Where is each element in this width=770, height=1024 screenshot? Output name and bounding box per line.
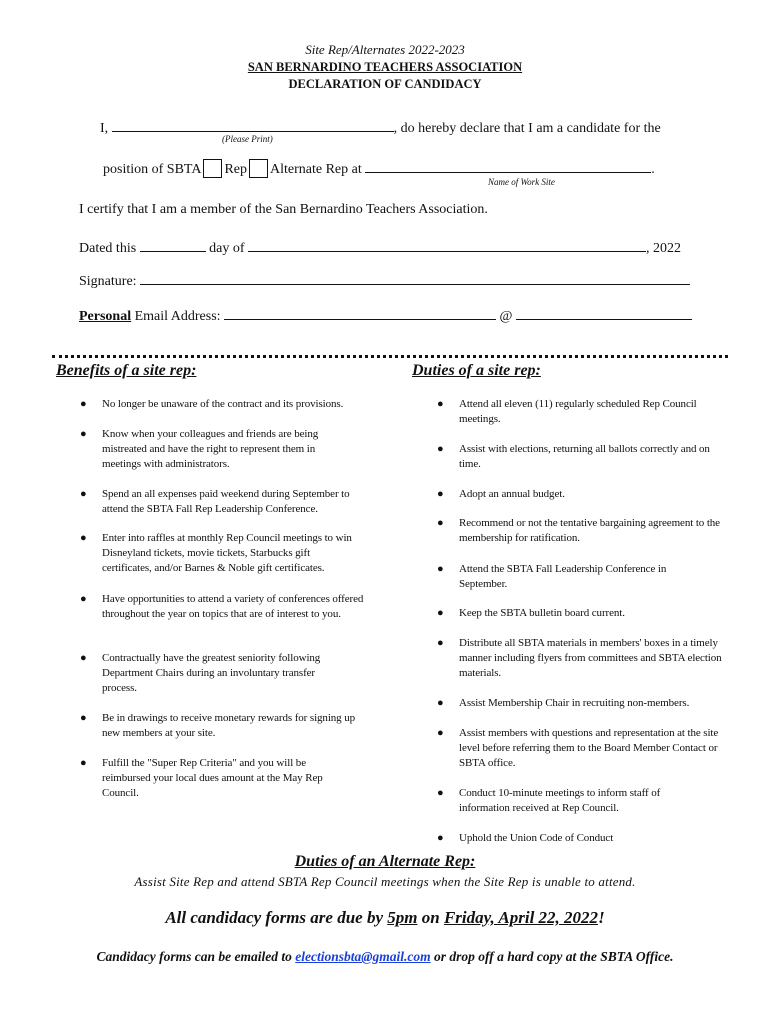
day-field[interactable]	[140, 237, 206, 252]
bullet-icon: ●	[437, 607, 444, 619]
please-print-note: (Please Print)	[222, 134, 273, 144]
position-line	[103, 158, 655, 178]
list-item: ● Have opportunities to attend a variety of conferences offered throughout the year on topics that are of interest to you.	[80, 593, 364, 620]
dated-prefix: Dated this	[79, 241, 137, 256]
signature-line	[79, 270, 690, 290]
bullet-icon: ●	[437, 517, 444, 529]
year-label: , 2022	[646, 241, 682, 256]
name-field[interactable]	[112, 117, 394, 132]
name-prefix: I,	[100, 121, 109, 136]
list-item: ● Enter into raffles at monthly Rep Council meetings to win Disneyland tickets, movie tickets, Starbucks gift certificates, and/or Barnes & Noble gift certificates.	[80, 532, 352, 574]
bullet-icon: ●	[80, 757, 87, 769]
email-line	[79, 305, 692, 325]
deadline-time: 5pm	[387, 908, 418, 927]
list-item: ● Keep the SBTA bulletin board current.	[437, 607, 625, 619]
bullet-icon: ●	[80, 652, 87, 664]
bullet-icon: ●	[437, 443, 444, 455]
list-item: ● Fulfill the "Super Rep Criteria" and you will be reimbursed your local dues amount at the May Rep Council.	[80, 757, 323, 799]
list-item: ● Attend the SBTA Fall Leadership Conference in September.	[437, 563, 667, 590]
list-item: ● Be in drawings to receive monetary rewards for signing up new members at your site.	[80, 712, 356, 739]
bullet-icon: ●	[80, 593, 87, 605]
page-title: DECLARATION OF CANDIDACY	[288, 77, 482, 91]
bullet-icon: ●	[80, 398, 87, 410]
bullet-icon: ●	[80, 428, 87, 440]
deadline-date: Friday, April 22, 2022	[443, 908, 599, 927]
email-label: Email Address:	[134, 309, 221, 324]
signature-field[interactable]	[140, 270, 690, 285]
name-line	[100, 117, 661, 137]
election-email-link[interactable]: electionsbta@gmail.com	[295, 949, 431, 964]
alternate-description: Assist Site Rep and attend SBTA Rep Council meetings when the Site Rep is unable to attend.	[134, 874, 636, 889]
email-domain-field[interactable]	[516, 305, 692, 320]
rep-checkbox[interactable]	[203, 159, 222, 178]
day-of-label: day of	[209, 241, 245, 256]
certify-statement: I certify that I am a member of the San Bernardino Teachers Association.	[79, 202, 488, 217]
alternate-title: Duties of an Alternate Rep:	[294, 853, 476, 870]
list-item: ● Recommend or not the tentative bargaining agreement to the membership for ratification.	[437, 517, 720, 544]
position-prefix: position of SBTA	[103, 162, 202, 177]
list-item: ● No longer be unaware of the contract and its provisions.	[80, 398, 344, 410]
list-item: ● Distribute all SBTA materials in members' boxes in a timely manner including flyers from committees and SBTA election materials.	[437, 637, 722, 679]
submission-notice: Candidacy forms can be emailed to electionsbta@gmail.com or drop off a hard copy at the SBTA Office.	[96, 949, 674, 964]
list-item: ● Attend all eleven (11) regularly scheduled Rep Council meetings.	[437, 398, 697, 425]
work-site-note: Name of Work Site	[488, 177, 555, 187]
list-item: ● Uphold the Union Code of Conduct	[437, 832, 614, 844]
list-item: ● Adopt an annual budget.	[437, 488, 565, 500]
personal-label: Personal	[79, 309, 132, 324]
organization-name: SAN BERNARDINO TEACHERS ASSOCIATION	[247, 60, 523, 74]
list-item: ● Assist Membership Chair in recruiting non-members.	[437, 697, 690, 709]
form-subtitle: Site Rep/Alternates 2022-2023	[305, 42, 465, 57]
bullet-icon: ●	[437, 563, 444, 575]
list-item: ● Assist with elections, returning all ballots correctly and on time.	[437, 443, 710, 470]
bullet-icon: ●	[437, 832, 444, 844]
list-item: ● Know when your colleagues and friends are being mistreated and have the right to represent them in meetings with administrators.	[80, 428, 319, 470]
list-item: ● Spend an all expenses paid weekend during September to attend the SBTA Fall Rep Leadership Conference.	[80, 488, 350, 515]
position-end: .	[651, 162, 655, 177]
dated-line	[79, 237, 681, 257]
benefits-title: Benefits of a site rep:	[56, 362, 197, 379]
bullet-icon: ●	[80, 532, 87, 544]
bullet-icon: ●	[437, 697, 444, 709]
alternate-rep-checkbox[interactable]	[249, 159, 268, 178]
rep-label: Rep	[224, 162, 248, 177]
list-item: ● Contractually have the greatest seniority following Department Chairs during an involuntary transfer process.	[80, 652, 321, 694]
bullet-icon: ●	[437, 398, 444, 410]
email-user-field[interactable]	[224, 305, 496, 320]
bullet-icon: ●	[437, 727, 444, 739]
alternate-rep-label: Alternate Rep at	[270, 162, 362, 177]
section-divider	[52, 355, 728, 358]
deadline-notice: All candidacy forms are due by 5pm on Friday, April 22, 2022!	[165, 908, 605, 927]
list-item: ● Conduct 10-minute meetings to inform staff of information received at Rep Council.	[437, 787, 661, 814]
at-sign: @	[499, 309, 513, 324]
duties-title: Duties of a site rep:	[412, 362, 541, 379]
month-field[interactable]	[248, 237, 646, 252]
signature-label: Signature:	[79, 274, 137, 289]
bullet-icon: ●	[437, 637, 444, 649]
list-item: ● Assist members with questions and representation at the site level before referring them to the Board Member Contact or SBTA office.	[437, 727, 719, 769]
name-suffix: , do hereby declare that I am a candidate for the	[393, 121, 661, 136]
work-site-field[interactable]	[365, 158, 651, 173]
bullet-icon: ●	[437, 488, 444, 500]
bullet-icon: ●	[437, 787, 444, 799]
bullet-icon: ●	[80, 712, 87, 724]
bullet-icon: ●	[80, 488, 87, 500]
